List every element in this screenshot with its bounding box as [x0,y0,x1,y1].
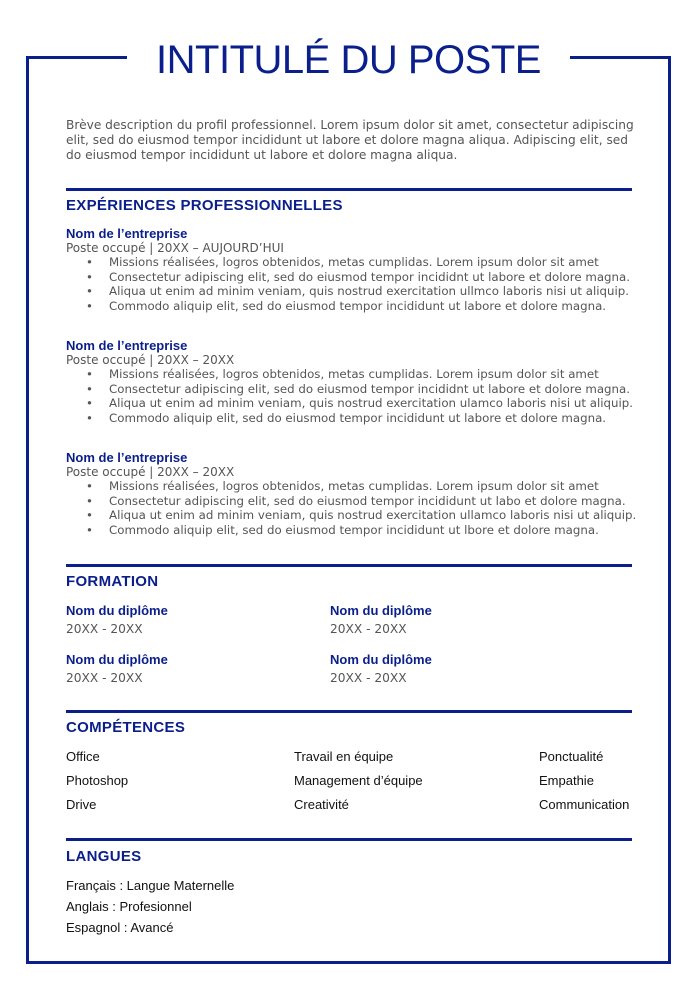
degree-entry [330,603,432,637]
skill-item: Empathie [539,773,594,788]
responsibilities-list [66,367,636,425]
section-divider [66,188,632,191]
degree-entry [330,652,432,686]
frame-border-left [26,56,29,964]
position-dates: Poste occupé | 20XX – 20XX [66,353,235,367]
responsibilities-list [66,255,636,313]
section-divider [66,710,632,713]
skill-item: Office [66,749,100,764]
language-item: Français : Langue Maternelle [66,878,235,893]
job-title: INTITULÉ DU POSTE [156,38,541,82]
section-divider [66,564,632,567]
degree-name: Nom du diplôme [66,652,168,667]
experience-entry [66,227,636,313]
degree-dates: 20XX - 20XX [330,671,407,685]
frame-border-bottom [26,961,671,964]
position-dates: Poste occupé | 20XX – 20XX [66,465,235,479]
skill-item: Ponctualité [539,749,604,764]
frame-border-top-left [26,56,127,59]
position-dates: Poste occupé | 20XX – AUJOURD’HUI [66,241,284,255]
skill-item: Photoshop [66,773,129,788]
degree-entry [66,603,168,637]
skill-item: Travail en équipe [294,749,394,764]
skills-heading: COMPÉTENCES [66,719,186,736]
section-divider [66,838,632,841]
list-item: • Aliqua ut enim ad minim veniam, quis nostrud exercitation ullmco laboris nisi ut aliquip. [66,284,636,299]
list-item: • Consectetur adipiscing elit, sed do eiusmod tempor incididunt ut labo et dolore magna. [66,494,636,509]
list-item: • Commodo aliquip elit, sed do eiusmod tempor incididunt ut lbore et dolore magna. [66,523,636,538]
degree-dates: 20XX - 20XX [66,671,143,685]
frame-border-right [668,56,671,964]
list-item: • Commodo aliquip elit, sed do eiusmod tempor incididunt ut labore et dolore magna. [66,299,636,314]
company-name: Nom de l’entreprise [66,450,188,465]
degree-entry [66,652,168,686]
list-item: • Missions réalisées, logros obtenidos, metas cumplidas. Lorem ipsum dolor sit amet [66,255,636,270]
education-heading: FORMATION [66,573,159,590]
profile-summary: Brève description du profil professionnel. Lorem ipsum dolor sit amet, consectetur adipiscing elit, sed do eiusmod tempor incididunt ut labore et dolore magna aliqua. Adipiscing elit, sed do eiusmod tempor incididunt ut labore et dolore magna aliqua. [66,118,634,162]
experience-entry [66,451,636,537]
degree-dates: 20XX - 20XX [330,622,407,636]
company-name: Nom de l’entreprise [66,226,188,241]
experience-heading: EXPÉRIENCES PROFESSIONNELLES [66,197,343,214]
skill-item: Creativité [294,797,349,812]
list-item: • Aliqua ut enim ad minim veniam, quis nostrud exercitation ullamco laboris nisi ut aliquip. [66,508,636,523]
skill-item: Drive [66,797,97,812]
company-name: Nom de l’entreprise [66,338,188,353]
list-item: • Consectetur adipiscing elit, sed do eiusmod tempor incididnt ut labore et dolore magna. [66,270,636,285]
list-item: • Consectetur adipiscing elit, sed do eiusmod tempor incididnt ut labore et dolore magna. [66,382,636,397]
languages-heading: LANGUES [66,848,142,865]
list-item: • Commodo aliquip elit, sed do eiusmod tempor incididunt ut labore et dolore magna. [66,411,636,426]
list-item: • Missions réalisées, logros obtenidos, metas cumplidas. Lorem ipsum dolor sit amet [66,367,636,382]
degree-dates: 20XX - 20XX [66,622,143,636]
experience-entry [66,339,636,425]
list-item: • Aliqua ut enim ad minim veniam, quis nostrud exercitation ulamco laboris nisi ut aliquip. [66,396,636,411]
skill-item: Communication [539,797,630,812]
frame-border-top-right [570,56,671,59]
responsibilities-list [66,479,636,537]
degree-name: Nom du diplôme [66,603,168,618]
list-item: • Missions réalisées, logros obtenidos, metas cumplidas. Lorem ipsum dolor sit amet [66,479,636,494]
language-item: Anglais : Profesionnel [66,899,192,914]
skill-item: Management d’équipe [294,773,423,788]
degree-name: Nom du diplôme [330,652,432,667]
language-item: Espagnol : Avancé [66,920,174,935]
degree-name: Nom du diplôme [330,603,432,618]
